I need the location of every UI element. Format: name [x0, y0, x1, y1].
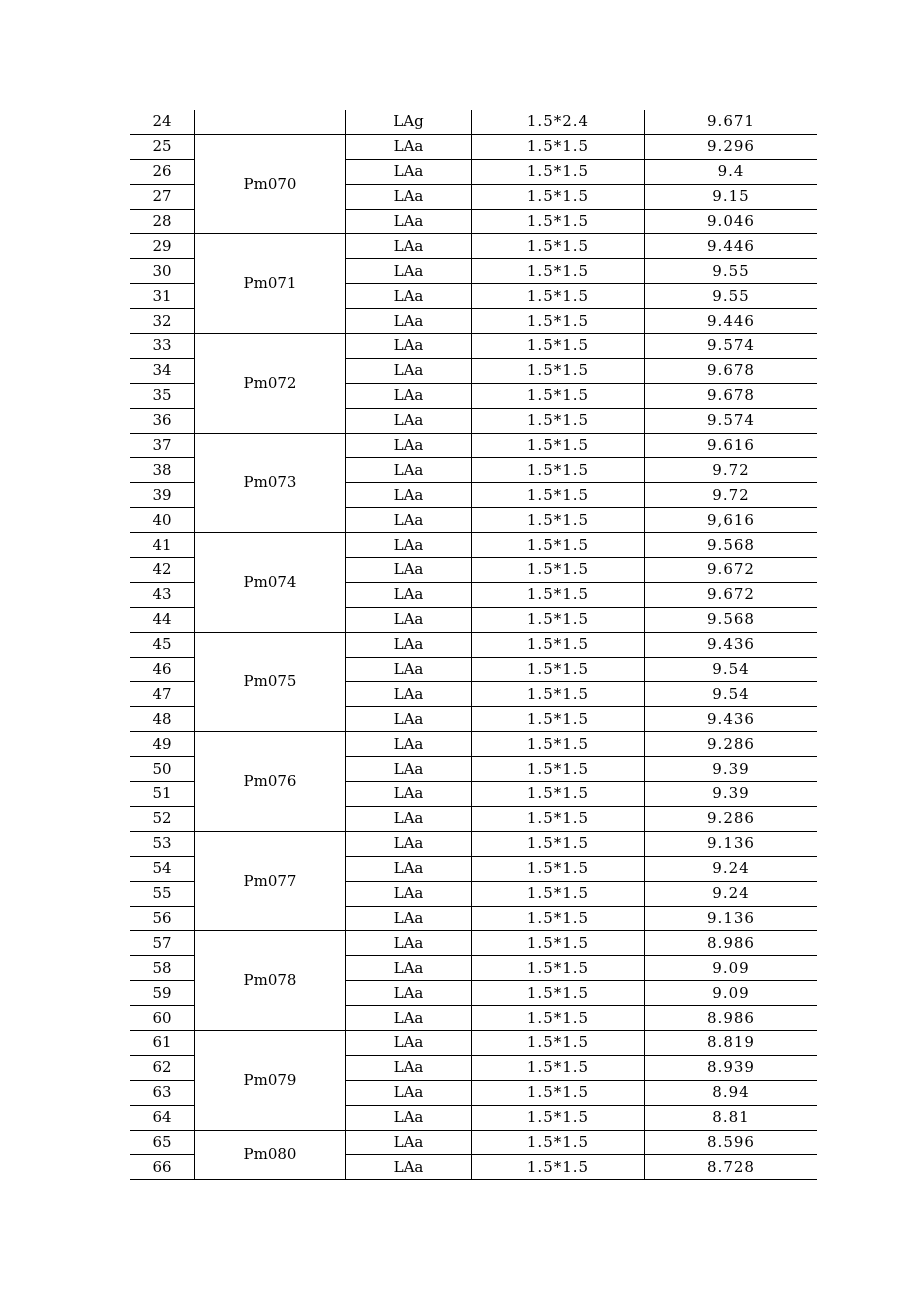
table-row — [130, 632, 817, 657]
size-cell: 1.5*1.5 — [472, 508, 645, 533]
type-cell: LAa — [346, 1105, 472, 1130]
row-number-cell: 25 — [130, 134, 195, 159]
table-row — [130, 110, 817, 134]
table-row — [130, 732, 817, 757]
value-cell: 9.55 — [645, 259, 818, 284]
group-name-cell: Pm071 — [195, 234, 346, 334]
size-cell: 1.5*1.5 — [472, 757, 645, 782]
group-name-cell: Pm076 — [195, 732, 346, 832]
value-cell: 9.678 — [645, 383, 818, 408]
size-cell: 1.5*1.5 — [472, 931, 645, 956]
value-cell: 9.672 — [645, 558, 818, 583]
value-cell: 9.54 — [645, 682, 818, 707]
row-number-cell: 31 — [130, 284, 195, 309]
type-cell: LAa — [346, 806, 472, 831]
type-cell: LAa — [346, 956, 472, 981]
table-row — [130, 334, 817, 359]
value-cell: 9.046 — [645, 209, 818, 234]
row-number-cell: 52 — [130, 806, 195, 831]
value-cell: 9.568 — [645, 607, 818, 632]
type-cell: LAa — [346, 358, 472, 383]
row-number-cell: 49 — [130, 732, 195, 757]
size-cell: 1.5*1.5 — [472, 831, 645, 856]
size-cell: 1.5*1.5 — [472, 358, 645, 383]
size-cell: 1.5*1.5 — [472, 259, 645, 284]
table-row — [130, 234, 817, 259]
group-name-cell: Pm078 — [195, 931, 346, 1031]
row-number-cell: 48 — [130, 707, 195, 732]
row-number-cell: 29 — [130, 234, 195, 259]
value-cell: 9.09 — [645, 956, 818, 981]
type-cell: LAa — [346, 782, 472, 807]
row-number-cell: 60 — [130, 1006, 195, 1031]
type-cell: LAa — [346, 1055, 472, 1080]
row-number-cell: 65 — [130, 1130, 195, 1155]
row-number-cell: 50 — [130, 757, 195, 782]
size-cell: 1.5*1.5 — [472, 707, 645, 732]
table-row — [130, 533, 817, 558]
row-number-cell: 38 — [130, 458, 195, 483]
group-name-cell — [195, 110, 346, 134]
type-cell: LAa — [346, 408, 472, 433]
size-cell: 1.5*1.5 — [472, 458, 645, 483]
type-cell: LAa — [346, 1155, 472, 1180]
group-name-cell: Pm073 — [195, 433, 346, 533]
size-cell: 1.5*1.5 — [472, 184, 645, 209]
type-cell: LAa — [346, 906, 472, 931]
value-cell: 9.678 — [645, 358, 818, 383]
type-cell: LAa — [346, 732, 472, 757]
value-cell: 9.54 — [645, 657, 818, 682]
type-cell: LAa — [346, 483, 472, 508]
row-number-cell: 57 — [130, 931, 195, 956]
table-row — [130, 1130, 817, 1155]
value-cell: 9.671 — [645, 110, 818, 134]
row-number-cell: 36 — [130, 408, 195, 433]
type-cell: LAa — [346, 508, 472, 533]
size-cell: 1.5*1.5 — [472, 209, 645, 234]
type-cell: LAa — [346, 234, 472, 259]
row-number-cell: 66 — [130, 1155, 195, 1180]
row-number-cell: 42 — [130, 558, 195, 583]
size-cell: 1.5*1.5 — [472, 483, 645, 508]
value-cell: 8.728 — [645, 1155, 818, 1180]
size-cell: 1.5*1.5 — [472, 632, 645, 657]
row-number-cell: 28 — [130, 209, 195, 234]
size-cell: 1.5*1.5 — [472, 1006, 645, 1031]
group-name-cell: Pm077 — [195, 831, 346, 931]
value-cell: 9.4 — [645, 159, 818, 184]
value-cell: 8.986 — [645, 1006, 818, 1031]
size-cell: 1.5*2.4 — [472, 110, 645, 134]
value-cell: 9.39 — [645, 782, 818, 807]
value-cell: 9.616 — [645, 433, 818, 458]
value-cell: 8.819 — [645, 1030, 818, 1055]
value-cell: 9.574 — [645, 334, 818, 359]
group-name-cell: Pm080 — [195, 1130, 346, 1180]
size-cell: 1.5*1.5 — [472, 383, 645, 408]
row-number-cell: 45 — [130, 632, 195, 657]
row-number-cell: 34 — [130, 358, 195, 383]
row-number-cell: 59 — [130, 981, 195, 1006]
value-cell: 9.296 — [645, 134, 818, 159]
table-row — [130, 134, 817, 159]
type-cell: LAa — [346, 1130, 472, 1155]
size-cell: 1.5*1.5 — [472, 309, 645, 334]
type-cell: LAa — [346, 607, 472, 632]
row-number-cell: 53 — [130, 831, 195, 856]
value-cell: 9.72 — [645, 483, 818, 508]
value-cell: 9.286 — [645, 806, 818, 831]
value-cell: 8.81 — [645, 1105, 818, 1130]
group-name-cell: Pm072 — [195, 334, 346, 434]
size-cell: 1.5*1.5 — [472, 558, 645, 583]
row-number-cell: 62 — [130, 1055, 195, 1080]
row-number-cell: 54 — [130, 856, 195, 881]
row-number-cell: 39 — [130, 483, 195, 508]
row-number-cell: 43 — [130, 582, 195, 607]
size-cell: 1.5*1.5 — [472, 682, 645, 707]
size-cell: 1.5*1.5 — [472, 732, 645, 757]
row-number-cell: 24 — [130, 110, 195, 134]
type-cell: LAa — [346, 632, 472, 657]
table-row — [130, 433, 817, 458]
row-number-cell: 61 — [130, 1030, 195, 1055]
value-cell: 9.672 — [645, 582, 818, 607]
row-number-cell: 46 — [130, 657, 195, 682]
size-cell: 1.5*1.5 — [472, 1055, 645, 1080]
row-number-cell: 63 — [130, 1080, 195, 1105]
type-cell: LAa — [346, 259, 472, 284]
size-cell: 1.5*1.5 — [472, 334, 645, 359]
type-cell: LAa — [346, 582, 472, 607]
row-number-cell: 30 — [130, 259, 195, 284]
size-cell: 1.5*1.5 — [472, 782, 645, 807]
type-cell: LAa — [346, 1006, 472, 1031]
size-cell: 1.5*1.5 — [472, 134, 645, 159]
type-cell: LAa — [346, 309, 472, 334]
size-cell: 1.5*1.5 — [472, 956, 645, 981]
row-number-cell: 40 — [130, 508, 195, 533]
type-cell: LAa — [346, 856, 472, 881]
table-row — [130, 931, 817, 956]
type-cell: LAa — [346, 558, 472, 583]
size-cell: 1.5*1.5 — [472, 284, 645, 309]
size-cell: 1.5*1.5 — [472, 234, 645, 259]
row-number-cell: 32 — [130, 309, 195, 334]
table-body — [130, 110, 817, 1180]
type-cell: LAa — [346, 707, 472, 732]
size-cell: 1.5*1.5 — [472, 1155, 645, 1180]
value-cell: 9.39 — [645, 757, 818, 782]
size-cell: 1.5*1.5 — [472, 906, 645, 931]
value-cell: 9.574 — [645, 408, 818, 433]
type-cell: LAa — [346, 1080, 472, 1105]
size-cell: 1.5*1.5 — [472, 533, 645, 558]
type-cell: LAa — [346, 209, 472, 234]
value-cell: 9.15 — [645, 184, 818, 209]
size-cell: 1.5*1.5 — [472, 981, 645, 1006]
value-cell: 9.436 — [645, 707, 818, 732]
table-row — [130, 1030, 817, 1055]
size-cell: 1.5*1.5 — [472, 856, 645, 881]
row-number-cell: 27 — [130, 184, 195, 209]
type-cell: LAa — [346, 682, 472, 707]
row-number-cell: 35 — [130, 383, 195, 408]
size-cell: 1.5*1.5 — [472, 1105, 645, 1130]
group-name-cell: Pm074 — [195, 533, 346, 633]
row-number-cell: 56 — [130, 906, 195, 931]
row-number-cell: 64 — [130, 1105, 195, 1130]
row-number-cell: 26 — [130, 159, 195, 184]
type-cell: LAa — [346, 134, 472, 159]
value-cell: 9.24 — [645, 856, 818, 881]
type-cell: LAa — [346, 184, 472, 209]
row-number-cell: 58 — [130, 956, 195, 981]
row-number-cell: 33 — [130, 334, 195, 359]
group-name-cell: Pm075 — [195, 632, 346, 732]
value-cell: 9,616 — [645, 508, 818, 533]
row-number-cell: 37 — [130, 433, 195, 458]
size-cell: 1.5*1.5 — [472, 582, 645, 607]
size-cell: 1.5*1.5 — [472, 1130, 645, 1155]
size-cell: 1.5*1.5 — [472, 1080, 645, 1105]
type-cell: LAa — [346, 1030, 472, 1055]
type-cell: LAa — [346, 757, 472, 782]
type-cell: LAa — [346, 881, 472, 906]
group-name-cell: Pm079 — [195, 1030, 346, 1130]
size-cell: 1.5*1.5 — [472, 881, 645, 906]
type-cell: LAa — [346, 981, 472, 1006]
type-cell: LAa — [346, 831, 472, 856]
value-cell: 9.446 — [645, 309, 818, 334]
type-cell: LAa — [346, 931, 472, 956]
size-cell: 1.5*1.5 — [472, 806, 645, 831]
value-cell: 8.986 — [645, 931, 818, 956]
value-cell: 9.09 — [645, 981, 818, 1006]
type-cell: LAa — [346, 657, 472, 682]
value-cell: 9.568 — [645, 533, 818, 558]
group-name-cell: Pm070 — [195, 134, 346, 234]
size-cell: 1.5*1.5 — [472, 433, 645, 458]
size-cell: 1.5*1.5 — [472, 1030, 645, 1055]
row-number-cell: 44 — [130, 607, 195, 632]
value-cell: 8.596 — [645, 1130, 818, 1155]
data-table — [130, 110, 817, 1180]
value-cell: 9.446 — [645, 234, 818, 259]
size-cell: 1.5*1.5 — [472, 657, 645, 682]
value-cell: 9.72 — [645, 458, 818, 483]
value-cell: 9.136 — [645, 831, 818, 856]
row-number-cell: 55 — [130, 881, 195, 906]
row-number-cell: 51 — [130, 782, 195, 807]
row-number-cell: 47 — [130, 682, 195, 707]
type-cell: LAa — [346, 433, 472, 458]
size-cell: 1.5*1.5 — [472, 607, 645, 632]
row-number-cell: 41 — [130, 533, 195, 558]
type-cell: LAg — [346, 110, 472, 134]
value-cell: 9.436 — [645, 632, 818, 657]
type-cell: LAa — [346, 533, 472, 558]
value-cell: 9.286 — [645, 732, 818, 757]
type-cell: LAa — [346, 383, 472, 408]
value-cell: 8.94 — [645, 1080, 818, 1105]
value-cell: 9.55 — [645, 284, 818, 309]
value-cell: 9.24 — [645, 881, 818, 906]
type-cell: LAa — [346, 159, 472, 184]
size-cell: 1.5*1.5 — [472, 159, 645, 184]
value-cell: 9.136 — [645, 906, 818, 931]
type-cell: LAa — [346, 334, 472, 359]
size-cell: 1.5*1.5 — [472, 408, 645, 433]
value-cell: 8.939 — [645, 1055, 818, 1080]
type-cell: LAa — [346, 284, 472, 309]
type-cell: LAa — [346, 458, 472, 483]
table-row — [130, 831, 817, 856]
